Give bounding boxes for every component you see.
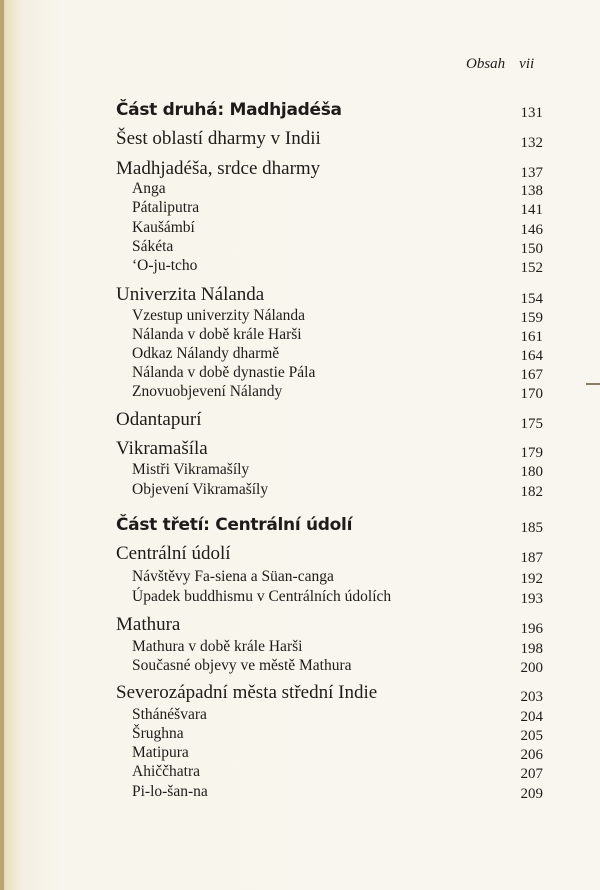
toc-entry-title: Pátaliputra [132,199,200,216]
toc-entry-page: 131 [520,105,543,121]
toc-entry-page: 196 [520,621,543,637]
toc-entry-part [0,98,600,120]
toc-entry-title: Sthánéšvara [132,706,207,723]
header-title: Obsah [466,56,506,72]
toc-entry-title: Vzestup univerzity Nálanda [132,307,306,324]
toc-entry-sub [0,379,600,401]
toc-entry-page: 203 [520,689,543,705]
toc-entry-sec [0,409,600,431]
toc-entry-sub [0,195,600,217]
running-header [466,56,548,73]
toc-entry-title: Šrughna [132,725,184,742]
header-page-number: vii [519,56,535,72]
toc-entry-title: Kaušámbí [132,219,195,236]
toc-entry-page: 207 [520,766,543,782]
toc-entry-title: Současné objevy ve městě Mathura [132,657,352,674]
toc-entry-title: Nálanda v době dynastie Pála [132,364,316,381]
toc-entry-title: Ahiččhatra [132,763,200,780]
toc-entry-title: Vikramašíla [116,438,208,459]
toc-entry-title: Univerzita Nálanda [116,284,265,305]
toc-entry-page: 146 [520,222,543,238]
toc-entry-page: 164 [520,348,543,364]
toc-entry-title: Objevení Vikramašíly [132,481,269,498]
toc-entry-sec [0,614,600,636]
toc-entry-page: 206 [520,747,543,763]
toc-entry-sec [0,682,600,704]
toc-entry-page: 138 [520,183,543,199]
toc-entry-sub [0,564,600,586]
toc-entry-part [0,513,600,535]
toc-entry-page: 179 [520,445,543,461]
toc-entry-title: Centrální údolí [116,543,231,564]
toc-entry-page: 154 [520,291,543,307]
toc-entry-title: Mathura [116,614,181,635]
toc-entry-page: 205 [520,728,543,744]
toc-entry-sec [0,128,600,150]
toc-entry-title: Odantapurí [116,409,202,430]
toc-entry-page: 182 [520,484,543,500]
toc-entry-title: Znovuobjevení Nálandy [132,383,283,400]
toc-entry-page: 141 [520,202,543,218]
toc-entry-title: Odkaz Nálandy dharmě [132,345,280,362]
toc-entry-title: Madhjadéša, srdce dharmy [116,158,321,179]
toc-entry-title: Část druhá: Madhjadéša [116,100,342,120]
toc-entry-page: 200 [520,660,543,676]
toc-entry-title: Severozápadní města střední Indie [116,682,378,703]
toc-entry-page: 193 [520,591,543,607]
toc-entry-page: 167 [520,367,543,383]
toc-entry-page: 152 [520,260,543,276]
toc-entry-page: 187 [520,550,543,566]
toc-entry-page: 150 [520,241,543,257]
toc-entry-page: 204 [520,709,543,725]
toc-entry-title: ‘O-ju-tcho [132,257,198,274]
toc-entry-page: 159 [520,310,543,326]
toc-entry-sec [0,543,600,565]
toc-entry-page: 175 [520,416,543,432]
toc-entry-sub [0,779,600,801]
toc-entry-title: Návštěvy Fa-siena a Süan-canga [132,568,334,585]
toc-entry-page: 198 [520,641,543,657]
toc-entry-sub [0,653,600,675]
toc-entry-title: Nálanda v době krále Harši [132,326,302,343]
toc-entry-page: 180 [520,464,543,480]
toc-entry-title: Sákéta [132,238,174,255]
toc-entry-title: Anga [132,180,166,197]
toc-entry-sub [0,457,600,479]
toc-entry-title: Část třetí: Centrální údolí [116,515,353,535]
toc-entry-title: Mathura v době krále Harši [132,638,303,655]
toc-entry-sub [0,584,600,606]
toc-entry-title: Matipura [132,744,189,761]
toc-entry-page: 170 [520,386,543,402]
toc-entry-sub [0,253,600,275]
toc-entry-sub [0,759,600,781]
toc-entry-page: 185 [520,520,543,536]
toc-entry-title: Šest oblastí dharmy v Indii [116,128,321,149]
toc-entry-page: 209 [520,786,543,802]
toc-entry-page: 192 [520,571,543,587]
toc-entry-page: 132 [520,135,543,151]
toc-entry-title: Mistři Vikramašíly [132,461,250,478]
toc-entry-title: Pi-lo-šan-na [132,783,208,800]
toc-entry-page: 137 [520,165,543,181]
toc-entry-sub [0,477,600,499]
toc-entry-page: 161 [520,329,543,345]
toc-entry-title: Úpadek buddhismu v Centrálních údolích [132,588,392,605]
